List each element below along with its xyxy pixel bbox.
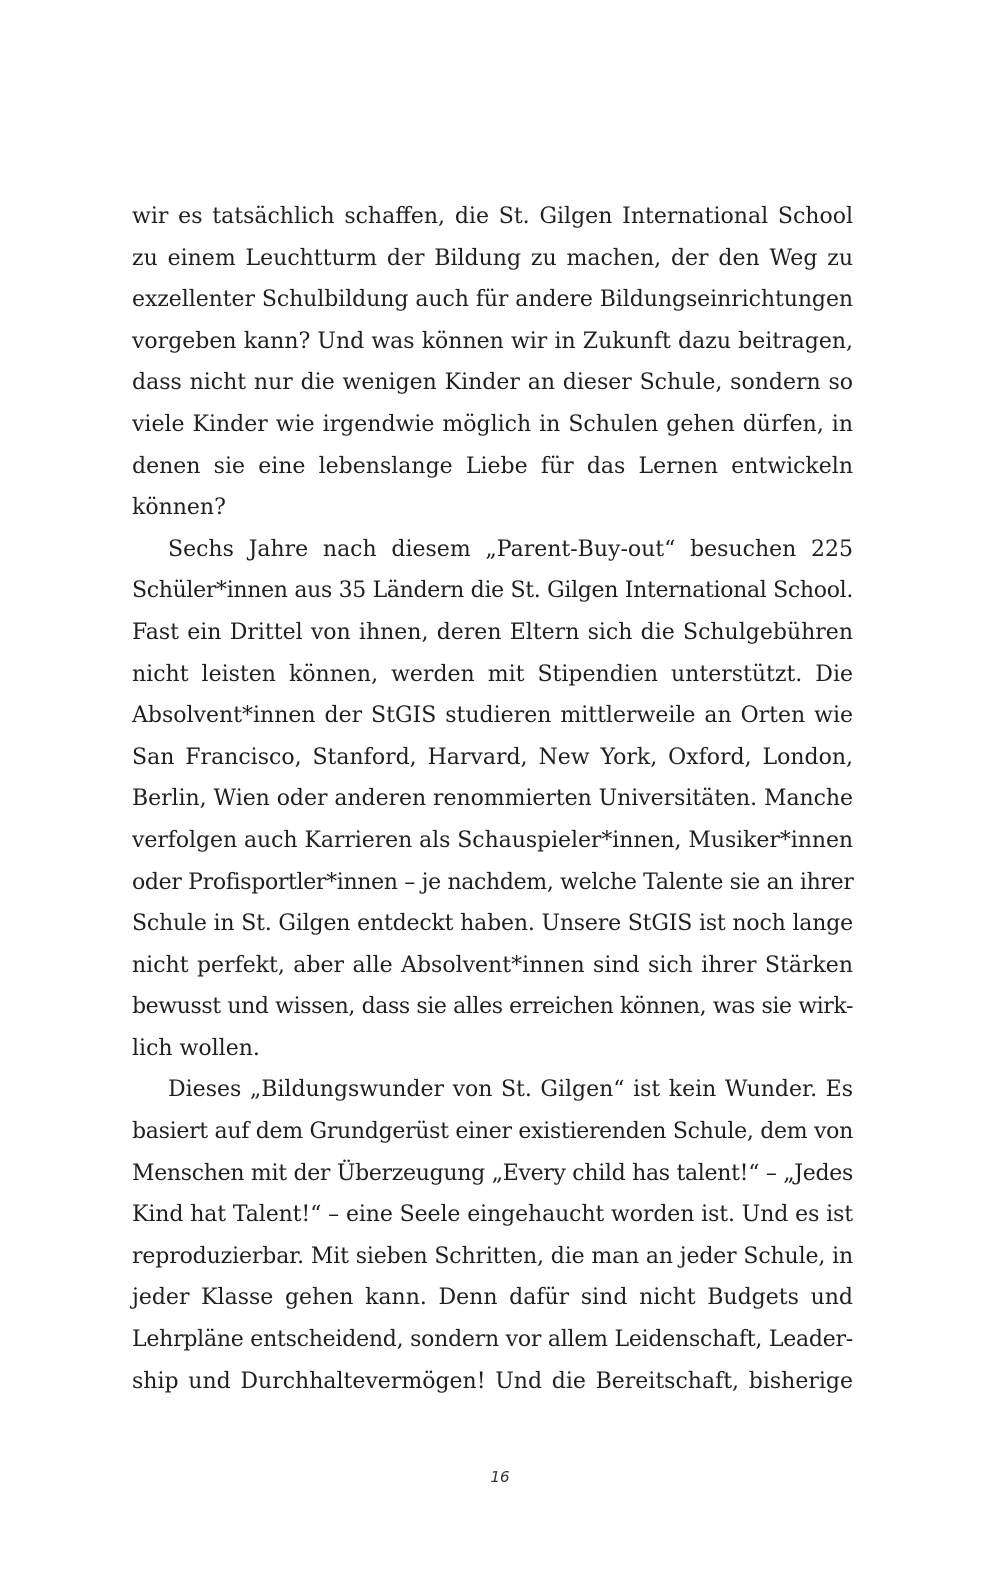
text-line: oder Profisportler*innen – je nachdem, welche Talente sie an ihrer [132,869,854,895]
text-line: dass nicht nur die wenigen Kinder an dieser Schule, sondern so [132,370,853,396]
text-line: Schüler*innen aus 35 Ländern die St. Gilgen International School. [132,578,853,604]
text-line: können? [132,495,226,521]
text-line: exzellenter Schulbildung auch für andere Bildungseinrichtungen [132,287,853,313]
page-number: 16 [490,1468,510,1486]
text-line: Kind hat Talent!“ – eine Seele eingehaucht worden ist. Und es ist [132,1202,853,1228]
text-line: Sechs Jahre nach diesem „Parent-Buy-out“ besuchen 225 [168,536,853,562]
text-line: verfolgen auch Karrieren als Schauspieler*innen, Musiker*innen [132,827,853,853]
paragraph-2 [132,529,853,1070]
text-line: Lehrpläne entscheidend, sondern vor allem Leidenschaft, Leader- [132,1327,853,1353]
text-line: basiert auf dem Grundgerüst einer existierenden Schule, dem von [132,1119,853,1145]
text-line: jeder Klasse gehen kann. Denn dafür sind nicht Budgets und [132,1285,853,1311]
text-line: Berlin, Wien oder anderen renommierten Universitäten. Manche [132,786,853,812]
paragraph-3 [132,1069,853,1402]
text-line: denen sie eine lebenslange Liebe für das Lernen entwickeln [132,453,853,479]
text-line: reproduzierbar. Mit sieben Schritten, die man an jeder Schule, in [132,1243,853,1269]
text-line: vorgeben kann? Und was können wir in Zukunft dazu beitragen, [132,328,853,354]
text-line: San Francisco, Stanford, Harvard, New York, Oxford, London, [132,744,853,770]
text-line: Schule in St. Gilgen entdeckt haben. Unsere StGIS ist noch lange [132,911,853,937]
text-line: viele Kinder wie irgendwie möglich in Schulen gehen dürfen, in [132,411,853,437]
text-line: lich wollen. [132,1035,260,1061]
text-line: nicht perfekt, aber alle Absolvent*innen sind sich ihrer Stärken [132,952,853,978]
text-line: ship und Durchhaltevermögen! Und die Bereitschaft, bisherige [132,1368,853,1394]
text-line: Dieses „Bildungswunder von St. Gilgen“ ist kein Wunder. Es [168,1077,853,1103]
text-line: zu einem Leuchtturm der Bildung zu machen, der den Weg zu [132,245,853,271]
text-line: nicht leisten können, werden mit Stipendien unterstützt. Die [132,661,853,687]
paragraph-1 [132,196,853,529]
text-line: Menschen mit der Überzeugung „Every child has talent!“ – „Jedes [132,1160,853,1186]
text-line: bewusst und wissen, dass sie alles erreichen können, was sie wirk- [132,994,853,1020]
text-line: Fast ein Drittel von ihnen, deren Eltern sich die Schulgebühren [132,619,853,645]
text-line: Absolvent*innen der StGIS studieren mittlerweile an Orten wie [132,703,853,729]
text-line: wir es tatsächlich schaffen, die St. Gilgen International School [132,204,853,229]
body-text [132,196,853,1402]
